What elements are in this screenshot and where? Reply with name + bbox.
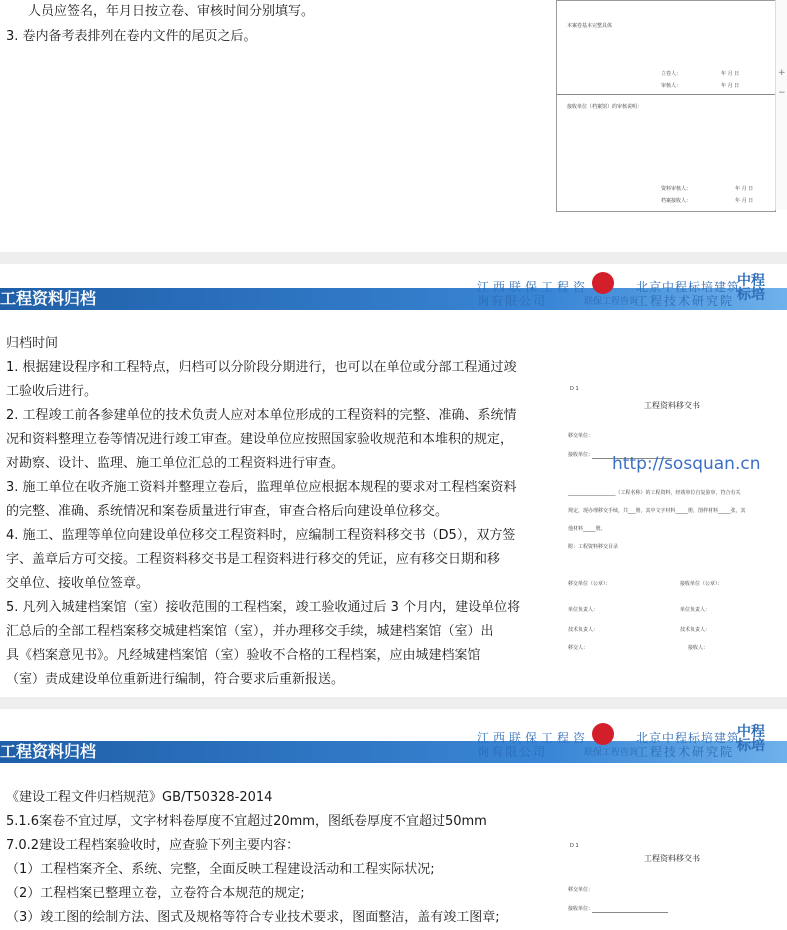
list-item: 汇总后的全部工程档案移交城建档案馆（室），并办理移交手续，城建档案馆（室）出 bbox=[6, 624, 494, 639]
record-form-image bbox=[556, 0, 776, 212]
slide-title: 工程资料归档 bbox=[0, 289, 97, 308]
form-code: D 1 bbox=[570, 386, 579, 392]
logo-caption: 联保工程咨询 bbox=[584, 748, 639, 758]
institute-name: 工程技术研究院 bbox=[636, 745, 735, 759]
form-note: 本案卷基本完整具体 bbox=[567, 23, 613, 29]
archive-rules-list bbox=[6, 356, 520, 692]
list-item: 2. 工程竣工前各参建单位的技术负责人应对本单位形成的工程资料的完整、准确、系统情 bbox=[6, 408, 517, 423]
list-item: 5. 凡列入城建档案馆（室）接收范围的工程档案，竣工验收通过后 3 个月内，建设单位将 bbox=[6, 600, 521, 615]
form-date: 年 月 日 bbox=[721, 83, 740, 89]
form-sign: 单位负责人： bbox=[680, 607, 711, 613]
transfer-form-image bbox=[560, 378, 780, 678]
form-row: 他材料_____册。 bbox=[568, 526, 606, 532]
form-row: 附：工程资料移交目录 bbox=[568, 544, 619, 550]
company-name: 江西联保工程咨 bbox=[477, 280, 590, 294]
company-name: 询有限公司 bbox=[477, 294, 548, 308]
form-row: 移交单位： bbox=[568, 433, 594, 439]
form-date: 年 月 日 bbox=[721, 71, 740, 77]
list-item: （1）工程档案齐全、系统、完整，全面反映工程建设活动和工程实际状况; bbox=[6, 862, 435, 877]
section-heading: 归档时间 bbox=[6, 336, 59, 351]
list-item: 1. 根据建设程序和工程特点，归档可以分阶段分期进行，也可以在单位或分部工程通过竣 bbox=[6, 360, 517, 375]
form-rule bbox=[592, 912, 668, 913]
list-item: 具《档案意见书》。凡经城建档案馆（室）验收不合格的工程档案，应由城建档案馆 bbox=[6, 648, 481, 663]
form-rule bbox=[557, 94, 775, 95]
form-row: 规定，现办理移交手续，共___册，其中文字材料_____册，图样材料_____张，其 bbox=[568, 508, 746, 514]
form-date: 年 月 日 bbox=[735, 186, 754, 192]
form-row: 接收单位： bbox=[568, 452, 594, 458]
text-line: 人员应签名，年月日按立卷、审核时间分别填写。 bbox=[28, 4, 315, 19]
list-item: （2）工程档案已整理立卷，立卷符合本规范的规定; bbox=[6, 886, 305, 901]
text-line: 3. 卷内备考表排列在卷内文件的尾页之后。 bbox=[6, 29, 257, 44]
brand-mark-logo: 中程标培 bbox=[737, 724, 765, 754]
company-name: 江西联保工程咨 bbox=[477, 731, 590, 745]
transfer-form-image bbox=[560, 835, 780, 929]
form-code: D 1 bbox=[570, 843, 579, 849]
list-item: 交单位、接收单位签章。 bbox=[6, 576, 150, 591]
form-sign: 技术负责人： bbox=[680, 627, 711, 633]
archive-spec-list bbox=[6, 786, 500, 930]
form-sign: 移交人： bbox=[568, 645, 589, 651]
company-name: 询有限公司 bbox=[477, 745, 548, 759]
institute-name: 北京中程标培建筑 bbox=[636, 280, 741, 294]
list-item: 4. 施工、监理等单位向建设单位移交工程资料时，应编制工程资料移交书（D5），双方签 bbox=[6, 528, 516, 543]
watermark-url: http://sosquan.cn bbox=[612, 454, 761, 474]
list-item: （室）责成建设单位重新进行编制，符合要求后重新报送。 bbox=[6, 672, 345, 687]
institute-name: 北京中程标培建筑 bbox=[636, 731, 741, 745]
form-receiver-note: 接收单位（档案馆）的审核说明： bbox=[567, 104, 643, 110]
list-item: 况和资料整理立卷等情况进行竣工审查。建设单位应按照国家验收规范和本堆积的规定， bbox=[6, 432, 514, 447]
brand-mark-logo: 中程标培 bbox=[737, 273, 765, 303]
form-title: 工程资料移交书 bbox=[644, 401, 700, 410]
scrollbar[interactable] bbox=[775, 0, 787, 210]
form-title: 工程资料移交书 bbox=[644, 854, 700, 863]
list-item: 《建设工程文件归档规范》GB/T50328-2014 bbox=[6, 790, 273, 805]
form-date: 年 月 日 bbox=[735, 198, 754, 204]
form-sign: 资料审核人： bbox=[661, 186, 692, 192]
form-sign: 移交单位（公章）： bbox=[568, 581, 611, 587]
form-sign: 技术负责人： bbox=[568, 627, 599, 633]
list-item: 字、盖章后方可交接。工程资料移交书是工程资料进行移交的凭证，应有移交日期和移 bbox=[6, 552, 501, 567]
list-item: 3. 施工单位在收齐施工资料并整理立卷后，监理单位应根据本规程的要求对工程档案资料 bbox=[6, 480, 517, 495]
list-item: 对勘察、设计、监理、施工单位汇总的工程资料进行审查。 bbox=[6, 456, 345, 471]
logo-caption: 联保工程咨询 bbox=[584, 297, 639, 307]
list-item: 工验收后进行。 bbox=[6, 384, 98, 399]
slide-title: 工程资料归档 bbox=[0, 742, 97, 761]
list-item: （3）竣工图的绘制方法、图式及规格等符合专业技术要求，图面整洁，盖有竣工图章; bbox=[6, 910, 500, 925]
form-row: 接收单位： bbox=[568, 906, 594, 912]
slide-header bbox=[0, 264, 787, 314]
list-item: 的完整、准确、系统情况和案卷质量进行审查，审查合格后向建设单位移交。 bbox=[6, 504, 449, 519]
slide-1 bbox=[0, 0, 787, 250]
list-item: 5.1.6案卷不宜过厚，文字材料卷厚度不宜超过20mm，图纸卷厚度不宜超过50mm bbox=[6, 814, 487, 829]
list-item: 7.0.2建设工程档案验收时，应查验下列主要内容： bbox=[6, 838, 300, 853]
form-row: 移交单位： bbox=[568, 887, 594, 893]
form-sign: 接收人： bbox=[688, 645, 709, 651]
plus-icon[interactable]: + bbox=[778, 68, 786, 78]
company-logo-icon bbox=[592, 723, 614, 745]
form-sign: 审核人： bbox=[661, 83, 682, 89]
minus-icon[interactable]: − bbox=[778, 88, 786, 98]
form-sign: 接收单位（公章）： bbox=[680, 581, 723, 587]
form-sign: 档案接收人： bbox=[661, 198, 692, 204]
form-sign: 单位负责人： bbox=[568, 607, 599, 613]
form-row: ___________________（工程名称）的工程资料，经竣单位自复验审，符合有关 bbox=[568, 490, 741, 496]
slide-divider bbox=[0, 252, 787, 264]
form-sign: 立卷人： bbox=[661, 71, 682, 77]
company-logo-icon bbox=[592, 272, 614, 294]
slide-divider bbox=[0, 697, 787, 709]
slide-header bbox=[0, 709, 787, 759]
institute-name: 工程技术研究院 bbox=[636, 294, 735, 308]
